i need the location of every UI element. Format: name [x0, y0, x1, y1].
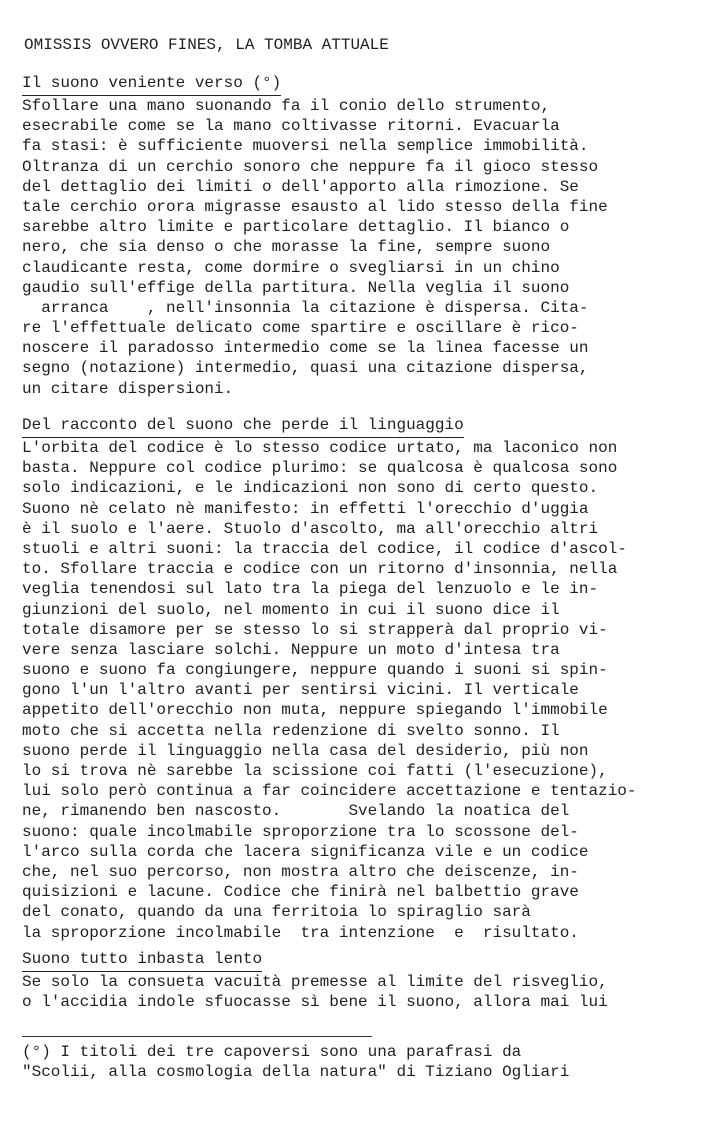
- text-line: noscere il paradosso intermedio come se la linea facesse un: [22, 339, 589, 358]
- text-line: giunzioni del suolo, nel momento in cui il suono dice il: [22, 600, 560, 619]
- text-line: veglia tenendosi sul lato tra la piega del lenzuolo e le in-: [22, 580, 599, 599]
- text-line: arranca , nell'insonnia la citazione è dispersa. Cita-: [22, 298, 589, 317]
- text-line: suono: quale incolmabile sproporzione tra lo scossone del-: [22, 822, 579, 841]
- text-line: solo indicazioni, e le indicazioni non sono di certo questo.: [22, 479, 599, 498]
- section-3-body: [22, 972, 608, 1012]
- text-line: del dettaglio dei limiti o dell'apporto alla rimozione. Se: [22, 177, 579, 196]
- text-line: stuoli e altri suoni: la traccia del codice, il codice d'ascol-: [22, 539, 627, 558]
- text-line: del conato, quando da una ferritoia lo spiraglio sarà: [22, 903, 531, 922]
- text-line: ne, rimanendo ben nascosto. Svelando la noatica del: [22, 802, 570, 821]
- text-line: L'orbita del codice è lo stesso codice urtato, ma laconico non: [22, 439, 618, 457]
- text-line: la sproporzione incolmabile tra intenzione e risultato.: [22, 923, 579, 942]
- text-line: lo si trova nè sarebbe la scissione coi fatti (l'esecuzione),: [22, 762, 608, 780]
- section-1-body: [22, 96, 608, 399]
- text-line: Se solo la consueta vacuità premesse al limite del risveglio,: [22, 973, 608, 991]
- text-line: sarebbe altro limite e particolare dettaglio. Il bianco o: [22, 218, 570, 237]
- text-line: che, nel suo percorso, non mostra altro che deiscenze, in-: [22, 862, 579, 881]
- text-line: Sfollare una mano suonando fa il conio dello strumento,: [22, 97, 551, 115]
- text-line: nero, che sia denso o che morasse la fine, sempre suono: [22, 238, 551, 257]
- text-line: re l'effettuale delicato come spartire e oscillare è rico-: [22, 319, 579, 338]
- footnote-divider: [22, 1036, 372, 1037]
- text-line: lui solo però continua a far coincidere accettazione e tentazio-: [22, 782, 637, 801]
- text-line: è il suolo e l'aere. Stuolo d'ascolto, ma all'orecchio altri: [22, 519, 599, 538]
- text-line: gaudio sull'effige della partitura. Nella veglia il suono: [22, 278, 570, 297]
- section-2-body: [22, 438, 637, 943]
- text-line: quisizioni e lacune. Codice che finirà nel balbettio grave: [22, 883, 579, 902]
- section-heading-3: Suono tutto inbasta lento: [22, 948, 262, 972]
- text-line: Suono nè celato nè manifesto: in effetti l'orecchio d'uggia: [22, 499, 589, 518]
- text-line: appetito dell'orecchio non muta, neppure spiegando l'immobile: [22, 701, 608, 720]
- text-line: o l'accidia indole sfuocasse sì bene il suono, allora mai lui: [22, 993, 608, 1012]
- text-line: Oltranza di un cerchio sonoro che neppure fa il gioco stesso: [22, 157, 599, 176]
- text-line: un citare dispersioni.: [22, 379, 234, 398]
- text-line: fa stasi: è sufficiente muoversi nella semplice immobilità.: [22, 137, 589, 156]
- text-line: claudicante resta, come dormire o svegliarsi in un chino: [22, 258, 560, 277]
- footnote-line: (°) I titoli dei tre capoversi sono una parafrasi da: [22, 1043, 522, 1061]
- text-line: segno (notazione) intermedio, quasi una citazione dispersa,: [22, 359, 589, 378]
- text-line: suono perde il linguaggio nella casa del desiderio, più non: [22, 741, 589, 760]
- section-heading-2: Del racconto del suono che perde il linguaggio: [22, 414, 464, 438]
- footnote: [22, 1042, 569, 1082]
- text-line: esecrabile come se la mano coltivasse ritorni. Evacuarla: [22, 117, 560, 136]
- text-line: tale cerchio orora migrasse esausto al lido stesso della fine: [22, 197, 608, 216]
- text-line: totale disamore per se stesso lo si strapperà dal proprio vi-: [22, 620, 608, 639]
- text-line: gono l'un l'altro avanti per sentirsi vicini. Il verticale: [22, 681, 579, 700]
- text-line: moto che si accetta nella redenzione di svelto sonno. Il: [22, 721, 560, 740]
- footnote-line: "Scolii, alla cosmologia della natura" di Tiziano Ogliari: [22, 1063, 570, 1082]
- text-line: l'arco sulla corda che lacera significanza vile e un codice: [22, 842, 589, 861]
- text-line: suono e suono fa congiungere, neppure quando i suoni si spin-: [22, 661, 608, 680]
- document-header: OMISSIS OVVERO FINES, LA TOMBA ATTUALE: [24, 36, 389, 54]
- text-line: basta. Neppure col codice plurimo: se qualcosa è qualcosa sono: [22, 459, 618, 478]
- section-heading-1: Il suono veniente verso (°): [22, 72, 281, 96]
- text-line: to. Sfollare traccia e codice con un ritorno d'insonnia, nella: [22, 560, 618, 579]
- text-line: vere senza lasciare solchi. Neppure un moto d'intesa tra: [22, 640, 560, 659]
